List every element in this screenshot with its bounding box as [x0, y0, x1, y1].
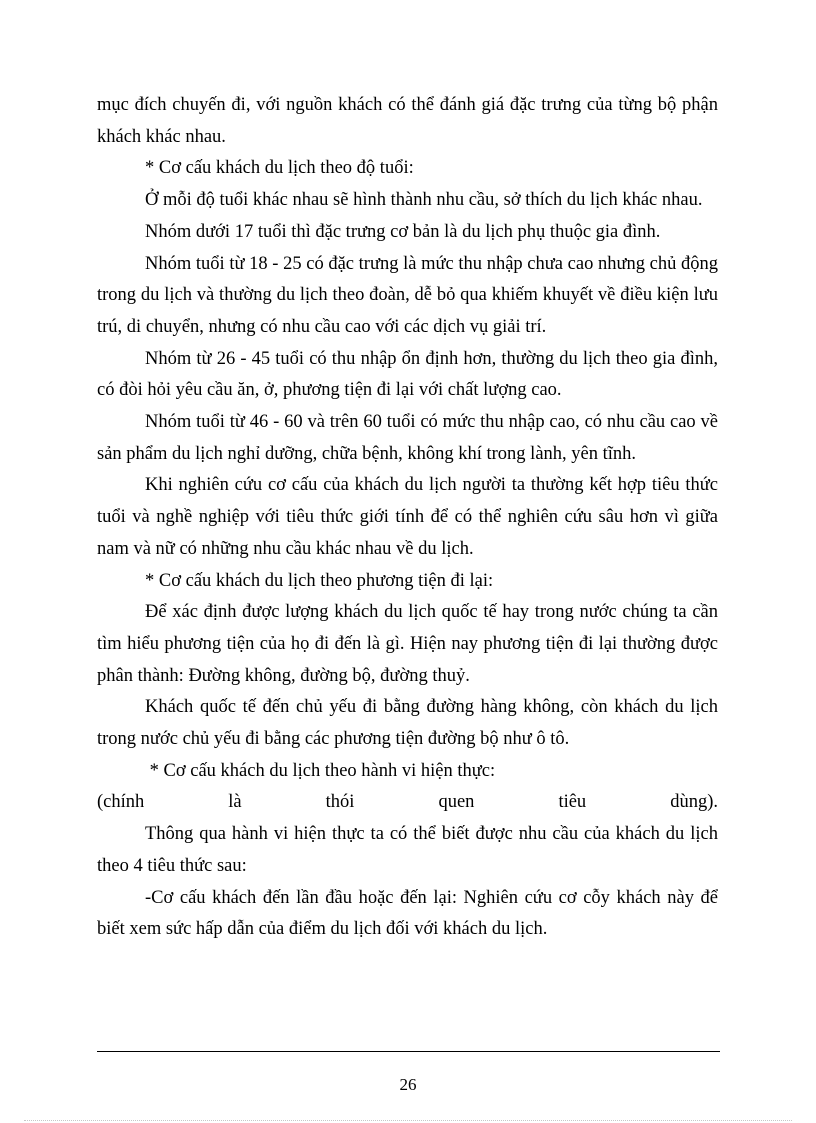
paragraph: Nhóm dưới 17 tuổi thì đặc trưng cơ bản là du lịch phụ thuộc gia đình. [145, 221, 661, 242]
paragraph: Khi nghiên cứu cơ cấu của khách du lịch người ta thường kết hợp tiêu thức tuổi và nghề nghiệp với tiêu thức giới tính để có thể nghiên cứu sâu hơn vì giữa nam và nữ có những nhu cầu khác nhau về du lịch. [97, 475, 718, 559]
paragraph: -Cơ cấu khách đến lần đầu hoặc đến lại: Nghiên cứu cơ cỗy khách này để biết xem sức hấp dẫn của điểm du lịch đối với khách du lịch. [97, 887, 718, 940]
paragraph: (chính là thói quen tiêu dùng). [97, 792, 718, 813]
paragraph: Ở mỗi độ tuổi khác nhau sẽ hình thành nhu cầu, sở thích du lịch khác nhau. [145, 190, 703, 211]
paragraph: Khách quốc tế đến chủ yếu đi bằng đường hàng không, còn khách du lịch trong nước chủ yếu đi bằng các phương tiện đường bộ như ô tô. [97, 697, 718, 750]
page-number: 26 [399, 1075, 417, 1094]
footer-divider [97, 1051, 720, 1052]
section-heading: * Cơ cấu khách du lịch theo phương tiện đi lại: [145, 570, 494, 591]
paragraph: Nhóm tuổi từ 18 - 25 có đặc trưng là mức thu nhập chưa cao nhưng chủ động trong du lịch và thường du lịch theo đoàn, dễ bỏ qua khiếm khuyết về điều kiện lưu trú, di chuyển, nhưng có nhu cầu cao với các dịch vụ giải trí. [97, 253, 718, 337]
page-bottom-dotted-border [24, 1120, 792, 1121]
paragraph: Nhóm từ 26 - 45 tuổi có thu nhập ổn định hơn, thường du lịch theo gia đình, có đòi hỏi yêu cầu ăn, ở, phương tiện đi lại với chất lượng cao. [97, 348, 718, 401]
paragraph: Nhóm tuổi từ 46 - 60 và trên 60 tuổi có mức thu nhập cao, có nhu cầu cao về sản phẩm du lịch nghỉ dưỡng, chữa bệnh, không khí trong lành, yên tĩnh. [97, 412, 718, 464]
paragraph: Để xác định được lượng khách du lịch quốc tế hay trong nước chúng ta cần tìm hiểu phương tiện của họ đi đến là gì. Hiện nay phương tiện đi lại thường được phân thành: Đường không, đường bộ, đường thuỷ. [97, 602, 718, 686]
section-heading: * Cơ cấu khách du lịch theo độ tuổi: [145, 158, 414, 179]
body-text [97, 90, 718, 946]
section-heading: * Cơ cấu khách du lịch theo hành vi hiện thực: [145, 760, 496, 781]
paragraph: Thông qua hành vi hiện thực ta có thể biết được nhu cầu của khách du lịch theo 4 tiêu thức sau: [97, 824, 718, 876]
paragraph: mục đích chuyến đi, với nguồn khách có thể đánh giá đặc trưng của từng bộ phận khách khác nhau. [97, 95, 718, 147]
